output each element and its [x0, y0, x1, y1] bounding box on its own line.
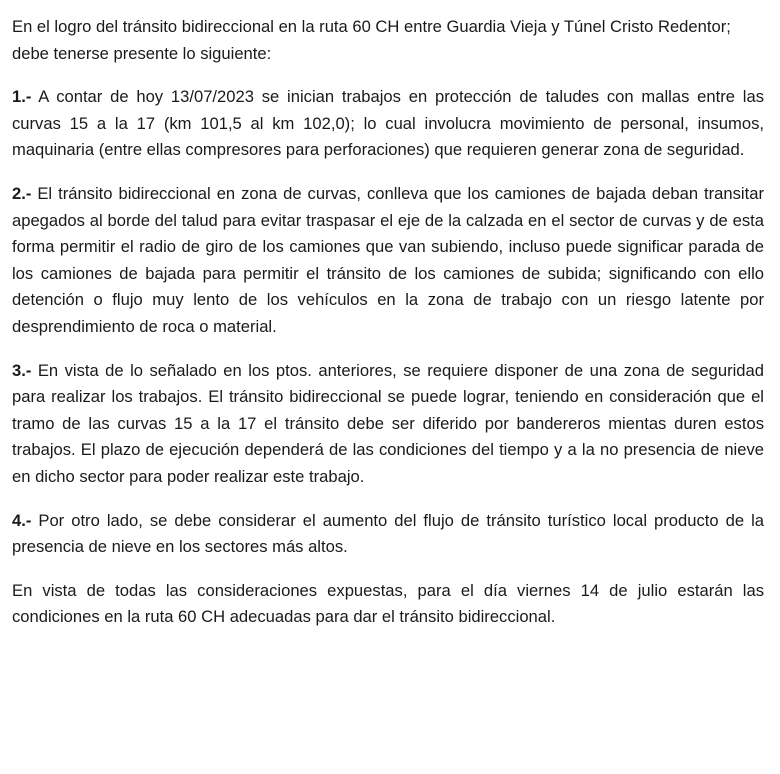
point-2-number: 2.- [12, 183, 32, 203]
point-3-paragraph [12, 358, 764, 491]
document-body [12, 14, 764, 648]
closing-paragraph: En vista de todas las consideraciones expuestas, para el día viernes 14 de julio estarán las condiciones en la ruta 60 CH adecuadas para dar el tránsito bidireccional. [12, 580, 764, 627]
point-4-paragraph [12, 508, 764, 561]
point-4-text: Por otro lado, se debe considerar el aumento del flujo de tránsito turístico local producto de la presencia de nieve en los sectores más altos. [12, 510, 764, 557]
point-4-number: 4.- [12, 510, 32, 530]
point-1-text: A contar de hoy 13/07/2023 se inician trabajos en protección de taludes con mallas entre las curvas 15 a la 17 (km 101,5 al km 102,0); lo cual involucra movimiento de personal, insumos, maquinaria (entre ellas compresores para perforaciones) que requieren generar zona de seguridad. [12, 87, 764, 160]
point-1-number: 1.- [12, 87, 32, 107]
point-2-paragraph [12, 181, 764, 341]
point-1-paragraph [12, 84, 764, 164]
point-3-number: 3.- [12, 360, 32, 380]
intro-paragraph: En el logro del tránsito bidireccional en la ruta 60 CH entre Guardia Vieja y Túnel Cristo Redentor; debe tenerse presente lo siguiente: [12, 17, 731, 63]
point-2-text: El tránsito bidireccional en zona de curvas, conlleva que los camiones de bajada deban transitar apegados al borde del talud para evitar traspasar el eje de la calzada en el sector de curvas y de esta forma permitir el radio de giro de los camiones que van subiendo, incluso puede significar parada de los camiones de bajada para permitir el tránsito de los camiones de subida; significando con ello detención o flujo muy lento de los vehículos en la zona de trabajo con un riesgo latente por desprendimiento de roca o material. [12, 183, 764, 336]
point-3-text: En vista de lo señalado en los ptos. anteriores, se requiere disponer de una zona de seguridad para realizar los trabajos. El tránsito bidireccional se puede lograr, teniendo en consideración que el tramo de las curvas 15 a la 17 el tránsito debe ser diferido por bandereros mientas duren estos trabajos. El plazo de ejecución dependerá de las condiciones del tiempo y a la no presencia de nieve en dicho sector para poder realizar este trabajo. [12, 360, 764, 486]
